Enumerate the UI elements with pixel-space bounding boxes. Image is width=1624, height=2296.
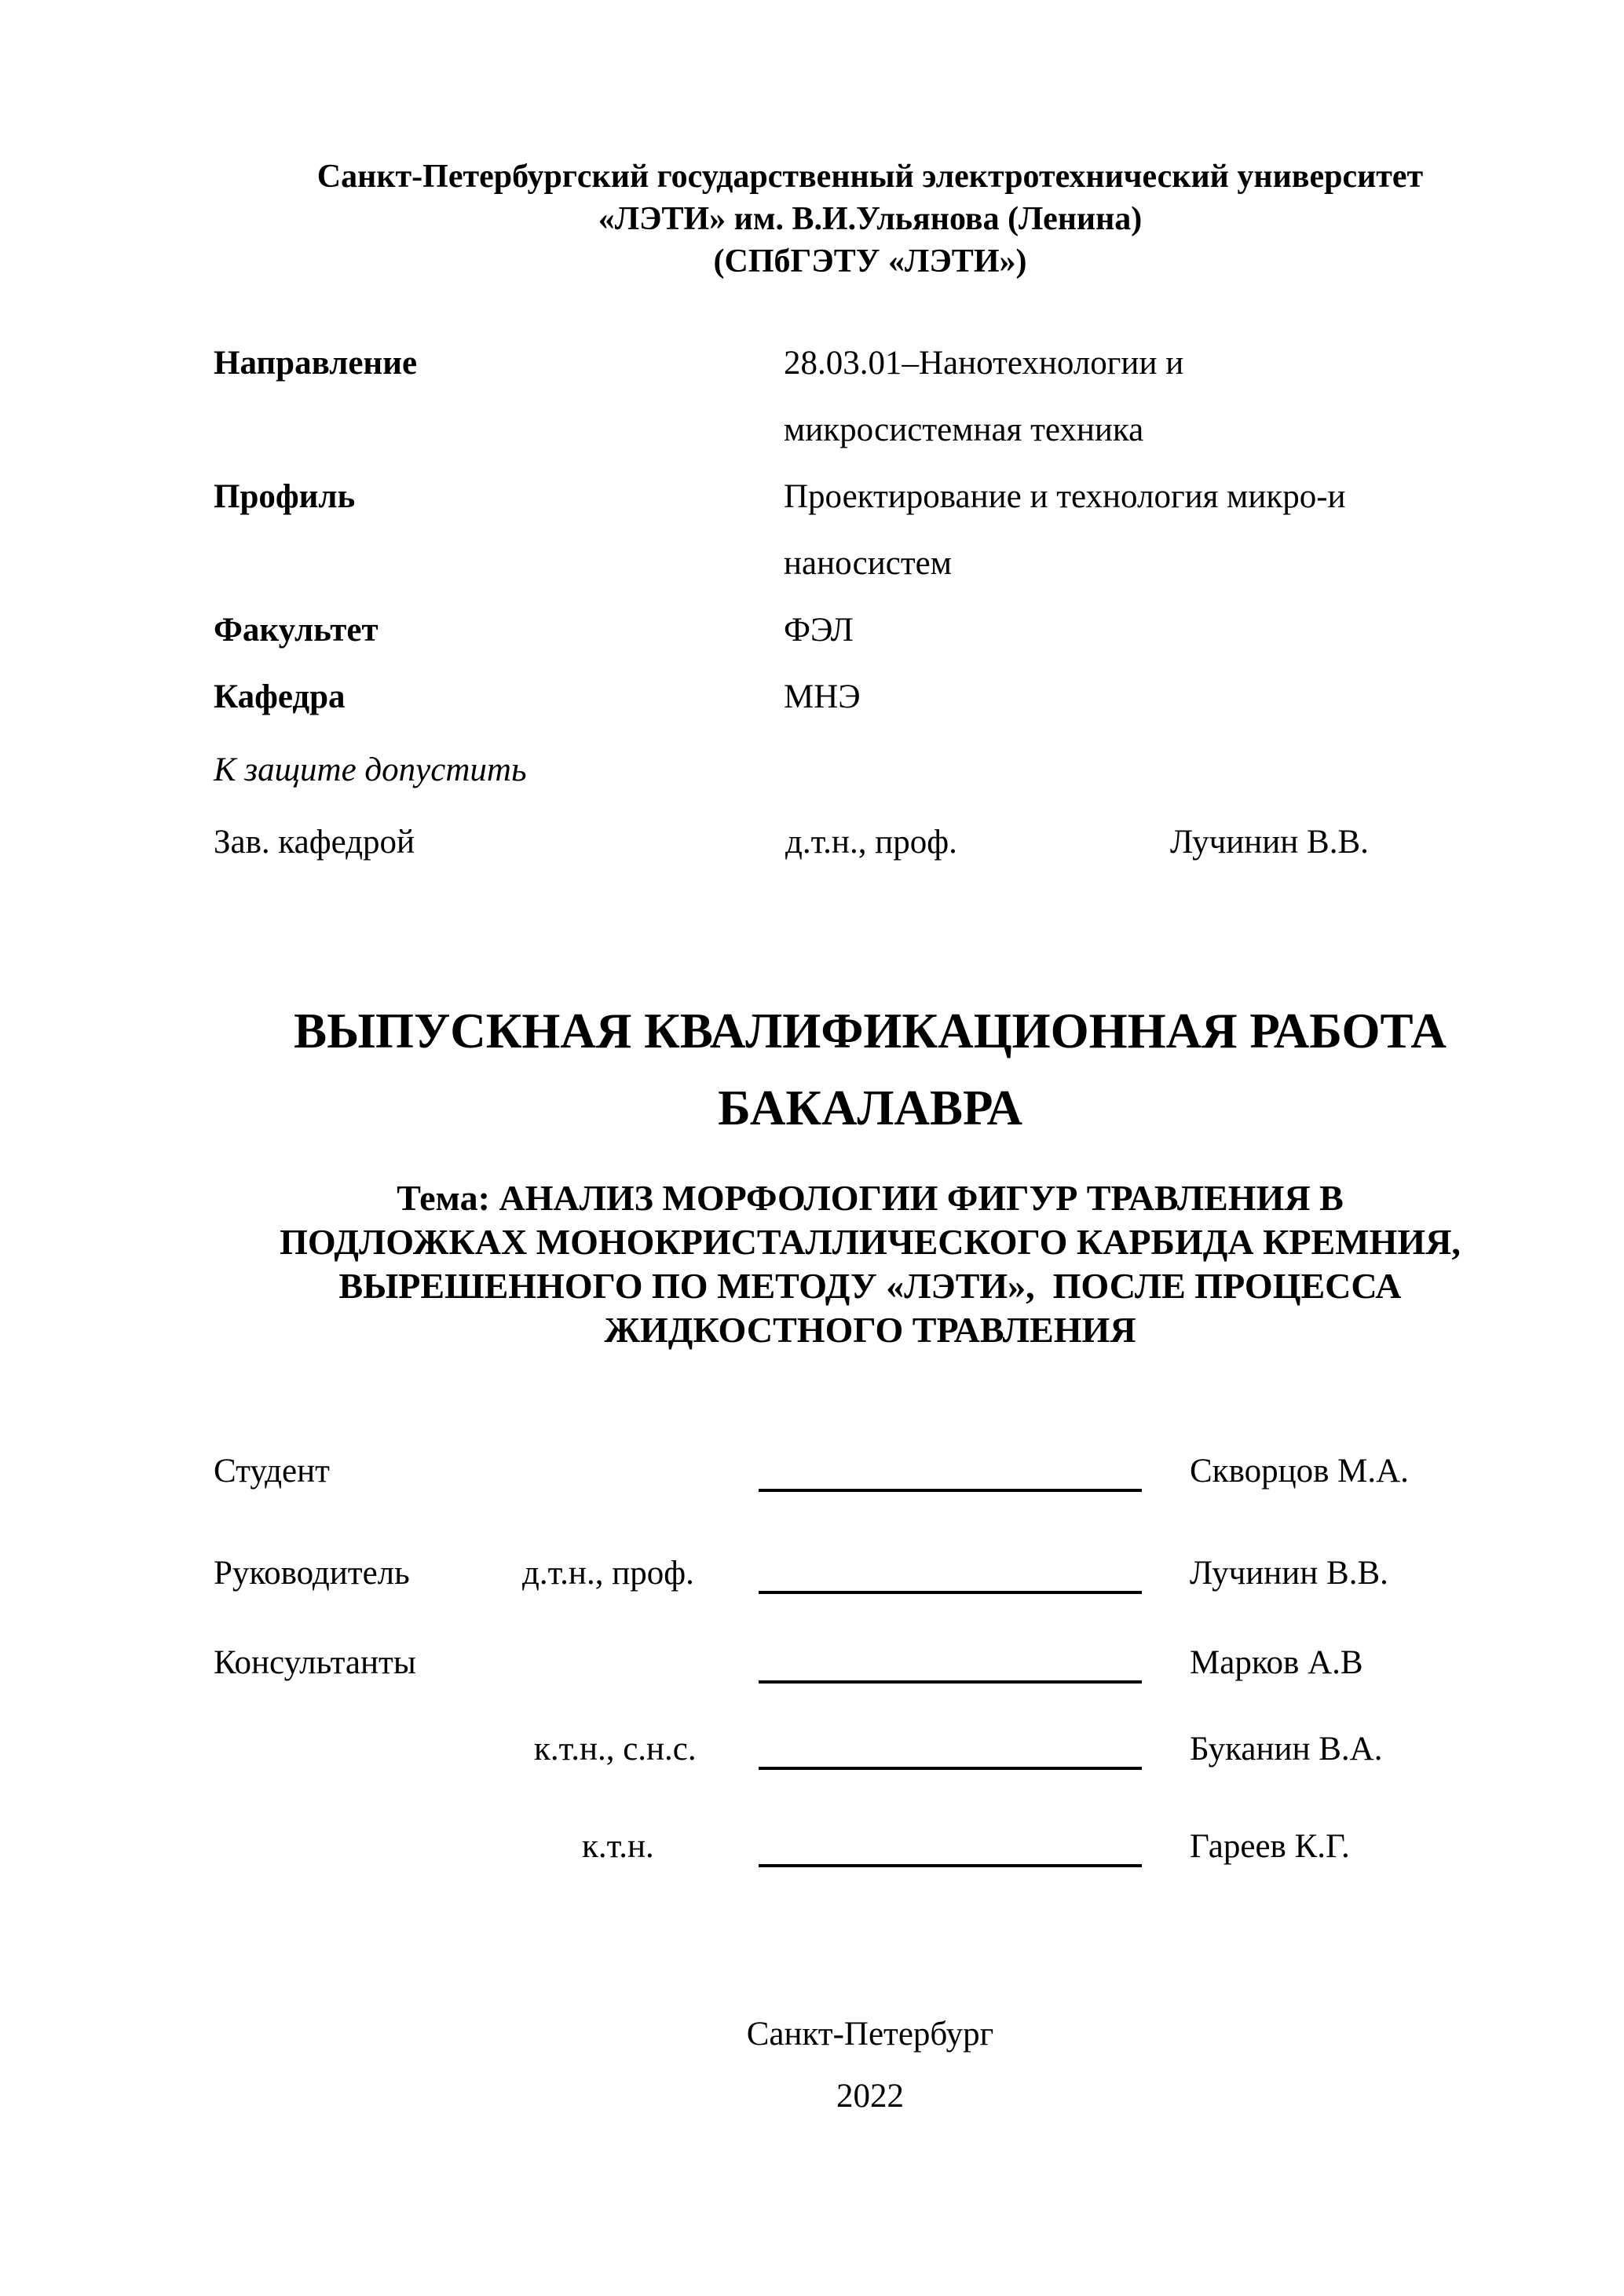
field-label-profile: Профиль [214,478,356,515]
thesis-theme-line: ЖИДКОСТНОГО ТРАВЛЕНИЯ [604,1310,1136,1350]
field-value-profile: Проектирование и технология микро-и [784,478,1346,515]
document-title-line: ВЫПУСКНАЯ КВАЛИФИКАЦИОННАЯ РАБОТА [294,1004,1447,1058]
university-header [214,155,1527,283]
admission-note: К защите допустить [214,751,527,788]
signature-role-supervisor: Руководитель [214,1555,410,1592]
signature-line [759,1864,1142,1867]
field-value-direction-cont: микросистемная техника [784,411,1144,448]
dept-head-name: Лучинин В.В. [1170,824,1369,861]
thesis-theme-line: Тема: АНАЛИЗ МОРФОЛОГИИ ФИГУР ТРАВЛЕНИЯ В [397,1178,1344,1218]
university-abbreviation-line: (СПбГЭТУ «ЛЭТИ») [713,243,1027,280]
signature-name-student: Скворцов М.А. [1190,1453,1409,1490]
signature-degree-consultant-2: к.т.н., с.н.с. [534,1731,697,1768]
signature-degree-supervisor: д.т.н., проф. [522,1555,694,1592]
thesis-theme-line: ПОДЛОЖКАХ МОНОКРИСТАЛЛИЧЕСКОГО КАРБИДА КРЕМНИЯ, [280,1222,1461,1262]
signature-line [759,1489,1142,1492]
field-value-department: МНЭ [784,678,861,715]
footer-year: 2022 [836,2078,904,2115]
dept-head-degree: д.т.н., проф. [785,824,957,861]
thesis-theme [214,1176,1527,1352]
document-title-line: БАКАЛАВРА [718,1080,1022,1135]
field-label-faculty: Факультет [214,612,379,649]
signature-name-consultant-1: Марков А.В [1190,1644,1363,1681]
field-value-faculty: ФЭЛ [784,612,854,649]
field-label-direction: Направление [214,345,418,382]
signature-degree-consultant-3: к.т.н. [582,1828,654,1865]
field-value-direction: 28.03.01–Нанотехнологии и [784,345,1184,382]
field-label-department: Кафедра [214,678,346,715]
field-value-profile-cont: наносистем [784,545,952,582]
university-name-line: Санкт-Петербургский государственный электротехнический университет [316,159,1424,195]
signature-role-consultants: Консультанты [214,1644,416,1681]
university-name-line: «ЛЭТИ» им. В.И.Ульянова (Ленина) [598,201,1143,237]
signature-name-consultant-2: Буканин В.А. [1190,1731,1383,1768]
document-title [214,993,1527,1146]
signature-line [759,1680,1142,1684]
signature-line [759,1591,1142,1594]
dept-head-label: Зав. кафедрой [214,824,415,861]
signature-name-supervisor: Лучинин В.В. [1190,1555,1388,1592]
thesis-theme-line: ВЫРЕШЕННОГО ПО МЕТОДУ «ЛЭТИ», ПОСЛЕ ПРОЦЕССА [338,1266,1402,1306]
signature-role-student: Студент [214,1453,330,1490]
signature-line [759,1767,1142,1770]
signature-name-consultant-3: Гареев К.Г. [1190,1828,1350,1865]
footer-city: Санкт-Петербург [746,2016,994,2053]
